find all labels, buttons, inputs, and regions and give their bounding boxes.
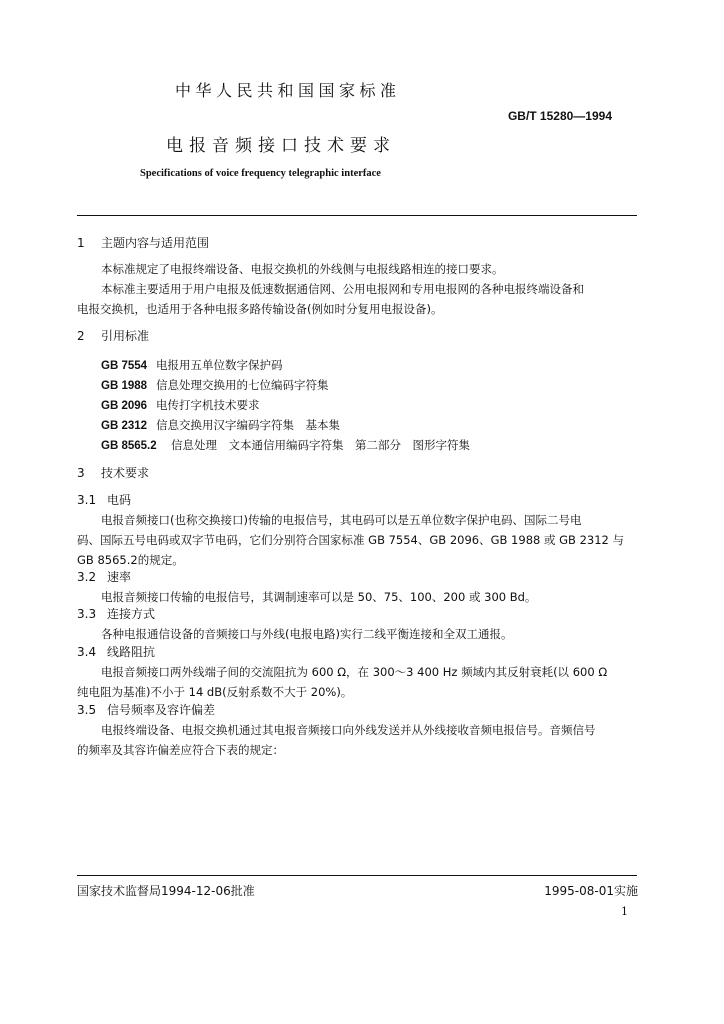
approval-date: 国家技术监督局1994-12-06批准	[77, 884, 255, 898]
subsection-number: 3.2	[77, 570, 97, 584]
subsection-title: 速率	[107, 570, 132, 584]
reference-item	[101, 377, 329, 393]
subsection-3-1-line-2: 码、国际五号电码或双字节电码，它们分别符合国家标准 GB 7554、GB 2096、GB 1988 或 GB 2312 与	[77, 533, 625, 547]
reference-code: GB 2312	[101, 420, 148, 432]
section-2-heading	[77, 327, 149, 344]
section-number: 2	[77, 329, 85, 343]
subsection-number: 3.5	[77, 703, 97, 717]
reference-title: 信息交换用汉字编码字符集 基本集	[156, 418, 340, 432]
subsection-title: 信号频率及容许偏差	[107, 703, 216, 717]
document-title-english: Specifications of voice frequency telegraphic interface	[140, 168, 381, 179]
subsection-number: 3.4	[77, 645, 97, 659]
subsection-3-3-heading	[77, 605, 155, 622]
subsection-3-5-line-2: 的频率及其容许偏差应符合下表的规定：	[77, 743, 284, 757]
subsection-3-2-heading	[77, 568, 131, 585]
subsection-3-4-line-1: 电报音频接口两外线端子间的交流阻抗为 600 Ω，在 300～3 400 Hz 频域内其反射衰耗(以 600 Ω	[101, 665, 608, 679]
section-1-paragraph-2-line-2: 电报交换机，也适用于各种电报多路传输设备(例如时分复用电报设备)。	[77, 302, 443, 316]
implementation-date: 1995-08-01实施	[544, 884, 638, 898]
subsection-title: 连接方式	[107, 607, 156, 621]
document-title: 电报音频接口技术要求	[166, 136, 396, 156]
footer-divider	[77, 875, 637, 876]
section-number: 3	[77, 466, 85, 480]
subsection-title: 线路阻抗	[107, 645, 156, 659]
header-divider	[77, 215, 637, 216]
reference-item	[101, 397, 260, 413]
section-title: 主题内容与适用范围	[101, 236, 210, 250]
subsection-3-2-line-1: 电报音频接口传输的电报信号，其调制速率可以是 50、75、100、200 或 300 Bd。	[101, 590, 537, 604]
reference-title: 信息处理交换用的七位编码字符集	[156, 378, 329, 392]
section-1-paragraph-2-line-1: 本标准主要适用于用户电报及低速数据通信网、公用电报网和专用电报网的各种电报终端设备和	[101, 282, 584, 296]
reference-item	[101, 417, 340, 433]
subsection-number: 3.1	[77, 493, 97, 507]
section-title: 技术要求	[101, 466, 150, 480]
subsection-title: 电码	[107, 493, 132, 507]
national-standard-heading: 中华人民共和国国家标准	[175, 81, 401, 100]
reference-code: GB 2096	[101, 400, 148, 412]
section-number: 1	[77, 236, 85, 250]
subsection-3-1-line-1: 电报音频接口(也称交换接口)传输的电报信号，其电码可以是五单位数字保护电码、国际二号电	[101, 513, 582, 527]
reference-title: 电报用五单位数字保护码	[156, 358, 283, 372]
subsection-3-1-heading	[77, 491, 131, 508]
standard-code: GB/T 15280—1994	[507, 109, 612, 123]
page-number: 1	[621, 905, 628, 918]
subsection-3-4-heading	[77, 643, 155, 660]
reference-code: GB 1988	[101, 380, 148, 392]
subsection-3-1-line-3: GB 8565.2的规定。	[77, 553, 184, 567]
reference-code: GB 8565.2	[101, 440, 157, 452]
subsection-3-5-heading	[77, 701, 215, 718]
subsection-3-5-line-1: 电报终端设备、电报交换机通过其电报音频接口向外线发送并从外线接收音频电报信号。音频信号	[101, 723, 596, 737]
section-1-paragraph-1: 本标准规定了电报终端设备、电报交换机的外线侧与电报线路相连的接口要求。	[101, 262, 504, 276]
subsection-number: 3.3	[77, 607, 97, 621]
reference-title: 信息处理 文本通信用编码字符集 第二部分 图形字符集	[171, 438, 470, 452]
reference-title: 电传打字机技术要求	[156, 398, 260, 412]
section-3-heading	[77, 464, 149, 481]
section-1-heading	[77, 234, 209, 251]
section-title: 引用标准	[101, 329, 150, 343]
reference-item	[101, 437, 470, 453]
subsection-3-3-line-1: 各种电报通信设备的音频接口与外线(电报电路)实行二线平衡连接和全双工通报。	[101, 627, 513, 641]
subsection-3-4-line-2: 纯电阻为基准)不小于 14 dB(反射系数不大于 20%)。	[77, 685, 353, 699]
reference-item	[101, 357, 283, 373]
reference-code: GB 7554	[101, 360, 148, 372]
